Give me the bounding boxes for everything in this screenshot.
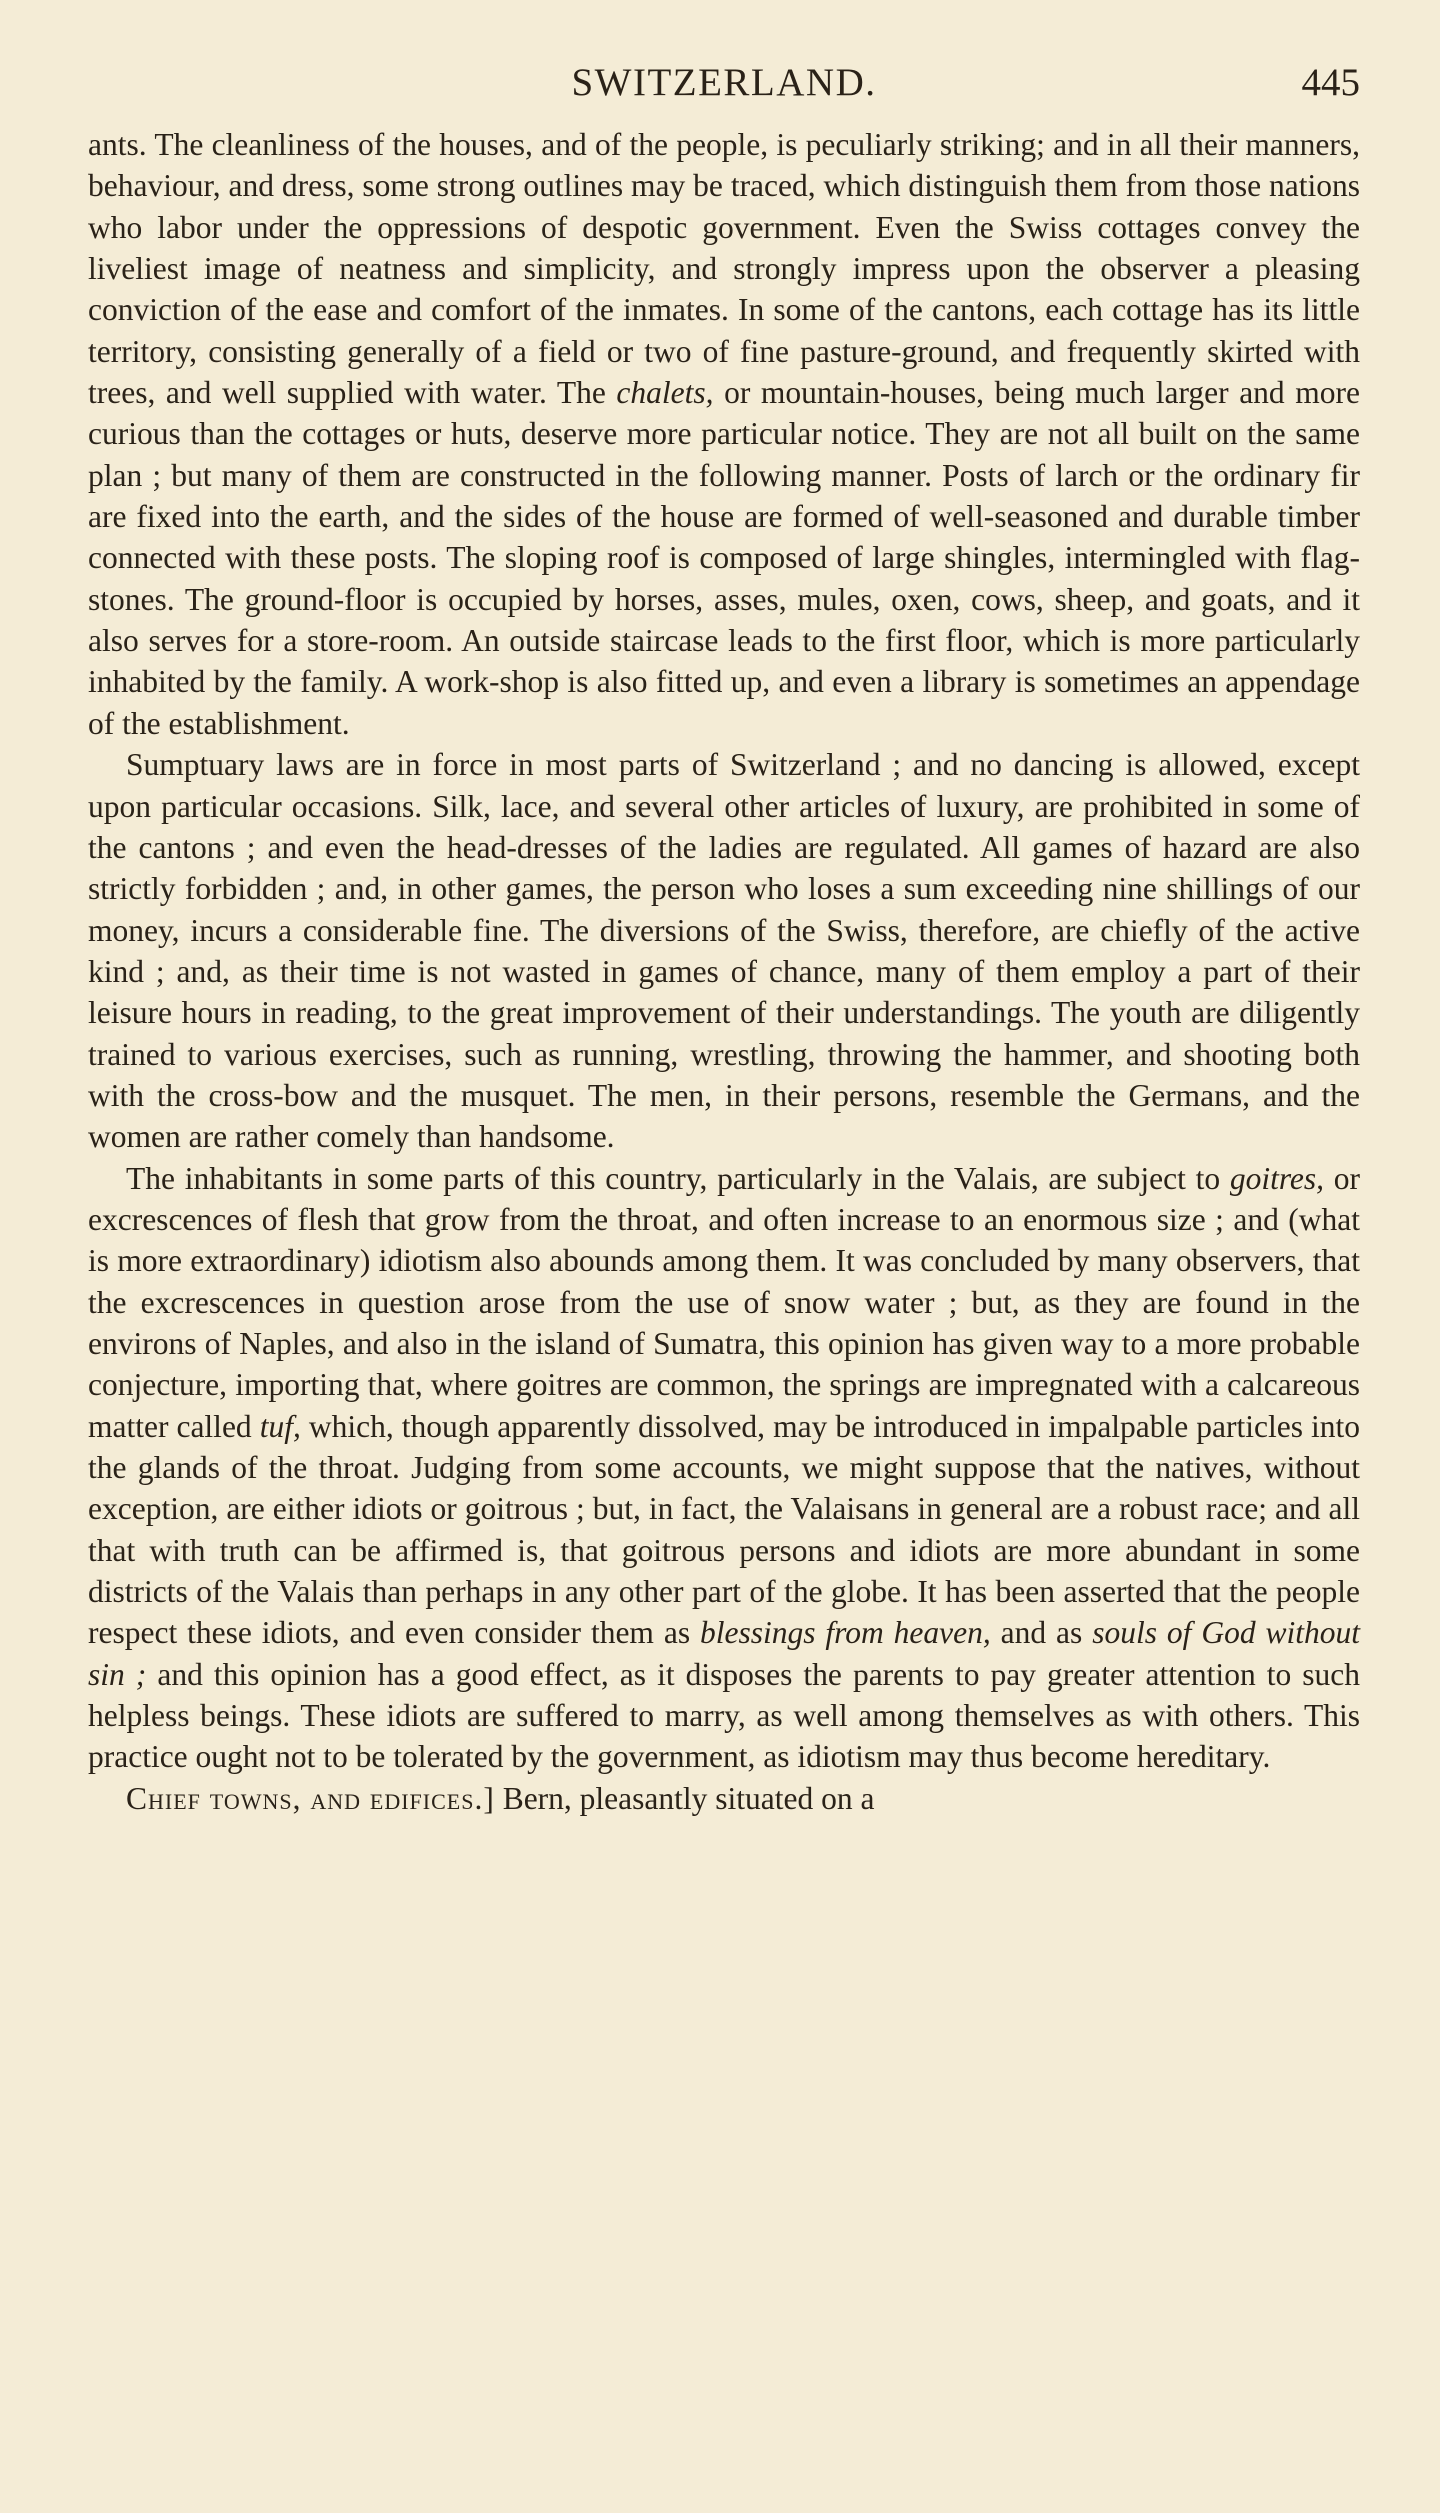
- italic-phrase: goitres,: [1229, 1160, 1325, 1196]
- paragraph-2: [88, 744, 1360, 1157]
- paragraph-1: [88, 124, 1360, 744]
- italic-phrase: souls of God without sin ;: [88, 1615, 1360, 1692]
- italic-phrase: blessings from heaven,: [700, 1615, 991, 1651]
- italic-phrase: chalets,: [616, 375, 714, 411]
- page-header: [88, 52, 1360, 112]
- text-run: and this opinion has a good effect, as it disposes the parents to pay greater attention to such helpless beings. These idiots are suffered to marry, as well among themselves as with others. This practice ought not to be tolerated by the government, as idiotism may thus become hereditary.: [88, 1656, 1361, 1775]
- paragraph-4: [88, 1778, 1360, 1819]
- text-run: or mountain-houses, being much larger and more curious than the cottages or huts, deserve more particular notice. They are not all built on the same plan ; but many of them are constructed in the following manner. Posts of larch or the ordinary fir are fixed into the earth, and the sides of the house are formed of well-seasoned and durable timber connected with these posts. The sloping roof is composed of large shingles, intermingled with flag-stones. The ground-floor is occupied by horses, asses, mules, oxen, cows, sheep, and goats, and it also serves for a store-room. An outside staircase leads to the first floor, which is more particularly inhabited by the family. A work-shop is also fitted up, and even a library is sometimes an appendage of the establishment.: [88, 375, 1360, 741]
- text-run: ants. The cleanliness of the houses, and of the people, is peculiarly striking; and in all their manners, behaviour, and dress, some strong outlines may be traced, which distinguish them from those nations who labor under the oppressions of despotic government. Even the Swiss cottages convey the liveliest image of neatness and simplicity, and strongly impress upon the observer a pleasing conviction of the ease and comfort of the inmates. In some of the cantons, each cottage has its little territory, consisting generally of a field or two of fine pasture-ground, and frequently skirted with trees, and well supplied with water. The: [88, 127, 1360, 411]
- text-run: The inhabitants in some parts of this country, particularly in the Valais, are subject to: [126, 1160, 1230, 1196]
- text-run: or excrescences of flesh that grow from the throat, and often increase to an enormous size ; and (what is more extraordinary) idiotism also abounds among them. It was concluded by many observers, that the excrescences in question arose from the use of snow water ; but, as they are found in the environs of Naples, and also in the island of Sumatra, this opinion has given way to a more probable conjecture, importing that, where goitres are common, the springs are impregnated with a calcareous matter called: [88, 1160, 1361, 1444]
- section-heading: Chief towns, and edifices.]: [126, 1780, 495, 1816]
- italic-phrase: tuf,: [259, 1408, 301, 1444]
- text-run: Bern, pleasantly situated on a: [494, 1780, 875, 1816]
- paragraph-3: [88, 1158, 1360, 1778]
- text-run: which, though apparently dissolved, may be introduced in impalpable particles into the glands of the throat. Judging from some accounts, we might suppose that the natives, without exception, are either idiots or goitrous ; but, in fact, the Valaisans in general are a robust race; and all that with truth can be affirmed is, that goitrous persons and idiots are more abundant in some districts of the Valais than perhaps in any other part of the globe. It has been asserted that the people respect these idiots, and even consider them as: [88, 1408, 1360, 1651]
- text-run: Sumptuary laws are in force in most parts of Switzerland ; and no dancing is allowed, except upon particular occasions. Silk, lace, and several other articles of luxury, are prohibited in some of the cantons ; and even the head-dresses of the ladies are regulated. All games of hazard are also strictly forbidden ; and, in other games, the person who loses a sum exceeding nine shillings of our money, incurs a considerable fine. The diversions of the Swiss, therefore, are chiefly of the active kind ; and, as their time is not wasted in games of chance, many of them employ a part of their leisure hours in reading, to the great improvement of their understandings. The youth are diligently trained to various exercises, such as running, wrestling, throwing the hammer, and shooting both with the cross-bow and the musquet. The men, in their persons, resemble the Germans, and the women are rather comely than handsome.: [88, 747, 1360, 1155]
- body-text: [88, 124, 1360, 1819]
- text-run: and as: [990, 1615, 1093, 1651]
- page-number: 445: [1301, 61, 1360, 104]
- running-title: SWITZERLAND.: [571, 61, 877, 104]
